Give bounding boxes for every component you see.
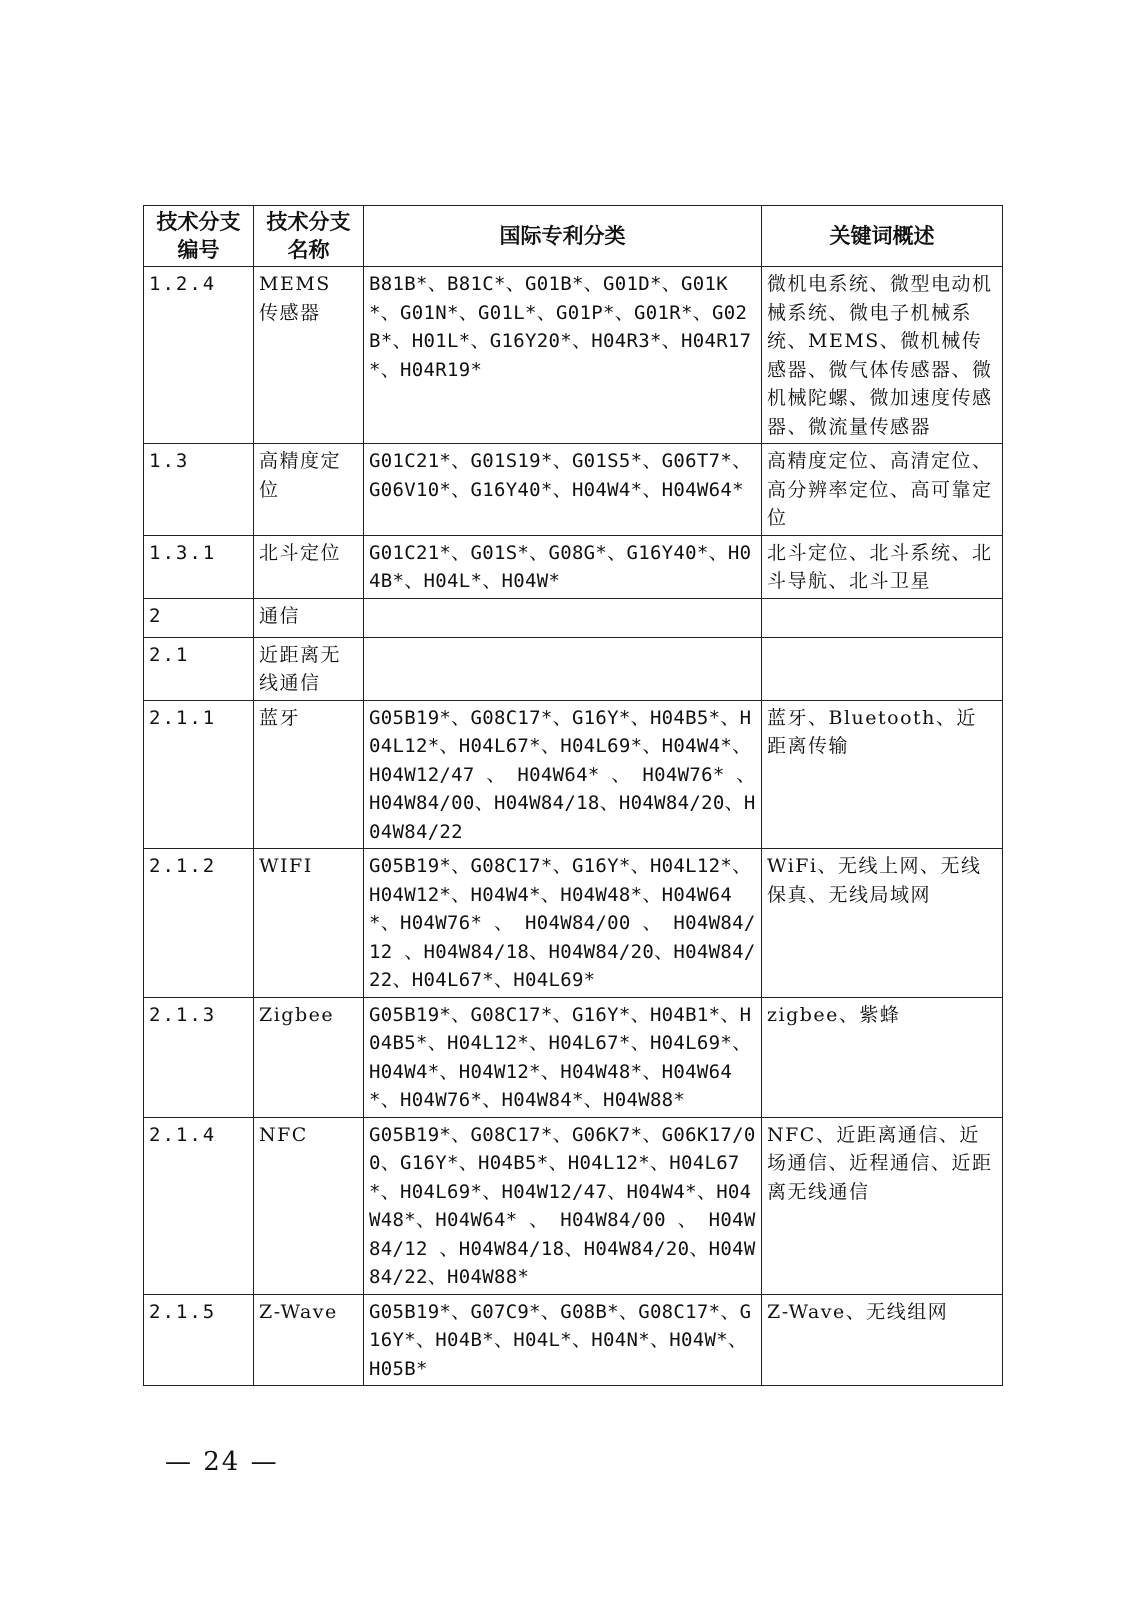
branch-name: WIFI	[254, 849, 364, 998]
table-row	[144, 535, 1003, 598]
table-row	[144, 849, 1003, 998]
table-row	[144, 997, 1003, 1117]
ipc-codes	[364, 598, 762, 637]
branch-code: 2.1.2	[144, 849, 254, 998]
branch-code: 2	[144, 598, 254, 637]
keywords	[762, 598, 1003, 637]
branch-code: 2.1.4	[144, 1117, 254, 1294]
header-name: 技术分支名称	[254, 206, 364, 267]
branch-name: 通信	[254, 598, 364, 637]
table-row	[144, 700, 1003, 849]
ipc-codes: G01C21*、G01S19*、G01S5*、G06T7*、G06V10*、G16Y40*、H04W4*、H04W64*	[364, 444, 762, 536]
branch-name: NFC	[254, 1117, 364, 1294]
keywords: NFC、近距离通信、近场通信、近程通信、近距离无线通信	[762, 1117, 1003, 1294]
ipc-codes: B81B*、B81C*、G01B*、G01D*、G01K*、G01N*、G01L*、G01P*、G01R*、G02B*、H01L*、G16Y20*、H04R3*、H04R17*、H04R19*	[364, 267, 762, 444]
ipc-codes: G05B19*、G08C17*、G16Y*、H04B5*、H04L12*、H04L67*、H04L69*、H04W4*、H04W12/47 、 H04W64* 、 H04W76* 、H04W84/00、H04W84/18、H04W84/20、H04W84/22	[364, 700, 762, 849]
branch-code: 2.1.5	[144, 1294, 254, 1386]
branch-name: 蓝牙	[254, 700, 364, 849]
ipc-codes	[364, 637, 762, 700]
table-row	[144, 598, 1003, 637]
header-code: 技术分支编号	[144, 206, 254, 267]
keywords: Z-Wave、无线组网	[762, 1294, 1003, 1386]
table-row	[144, 444, 1003, 536]
table-row	[144, 637, 1003, 700]
keywords: 蓝牙、Bluetooth、近距离传输	[762, 700, 1003, 849]
branch-code: 2.1	[144, 637, 254, 700]
branch-name: 近距离无线通信	[254, 637, 364, 700]
keywords: 北斗定位、北斗系统、北斗导航、北斗卫星	[762, 535, 1003, 598]
table-row	[144, 1294, 1003, 1386]
keywords	[762, 637, 1003, 700]
table-row	[144, 267, 1003, 444]
table-header-row	[144, 206, 1003, 267]
ipc-codes: G05B19*、G07C9*、G08B*、G08C17*、G16Y*、H04B*、H04L*、H04N*、H04W*、H05B*	[364, 1294, 762, 1386]
keywords: zigbee、紫蜂	[762, 997, 1003, 1117]
page-number: — 24 —	[165, 1447, 279, 1477]
branch-code: 1.2.4	[144, 267, 254, 444]
branch-code: 2.1.1	[144, 700, 254, 849]
ipc-classification-table	[143, 205, 1003, 1386]
header-ipc: 国际专利分类	[364, 206, 762, 267]
branch-code: 1.3	[144, 444, 254, 536]
branch-name: 北斗定位	[254, 535, 364, 598]
ipc-codes: G01C21*、G01S*、G08G*、G16Y40*、H04B*、H04L*、H04W*	[364, 535, 762, 598]
branch-code: 1.3.1	[144, 535, 254, 598]
keywords: WiFi、无线上网、无线保真、无线局域网	[762, 849, 1003, 998]
keywords: 微机电系统、微型电动机械系统、微电子机械系统、MEMS、微机械传感器、微气体传感器、微机械陀螺、微加速度传感器、微流量传感器	[762, 267, 1003, 444]
branch-code: 2.1.3	[144, 997, 254, 1117]
branch-name: Zigbee	[254, 997, 364, 1117]
ipc-codes: G05B19*、G08C17*、G16Y*、H04L12*、H04W12*、H04W4*、H04W48*、H04W64*、H04W76* 、 H04W84/00 、 H04W84/12 、H04W84/18、H04W84/20、H04W84/22、H04L67*、H04L69*	[364, 849, 762, 998]
branch-name: 高精度定位	[254, 444, 364, 536]
ipc-codes: G05B19*、G08C17*、G06K7*、G06K17/00、G16Y*、H04B5*、H04L12*、H04L67*、H04L69*、H04W12/47、H04W4*、H04W48*、H04W64* 、 H04W84/00 、 H04W84/12 、H04W84/18、H04W84/20、H04W84/22、H04W88*	[364, 1117, 762, 1294]
header-keywords: 关键词概述	[762, 206, 1003, 267]
table-row	[144, 1117, 1003, 1294]
branch-name: Z-Wave	[254, 1294, 364, 1386]
branch-name: MEMS 传感器	[254, 267, 364, 444]
keywords: 高精度定位、高清定位、高分辨率定位、高可靠定位	[762, 444, 1003, 536]
ipc-codes: G05B19*、G08C17*、G16Y*、H04B1*、H04B5*、H04L12*、H04L67*、H04L69*、H04W4*、H04W12*、H04W48*、H04W64*、H04W76*、H04W84*、H04W88*	[364, 997, 762, 1117]
